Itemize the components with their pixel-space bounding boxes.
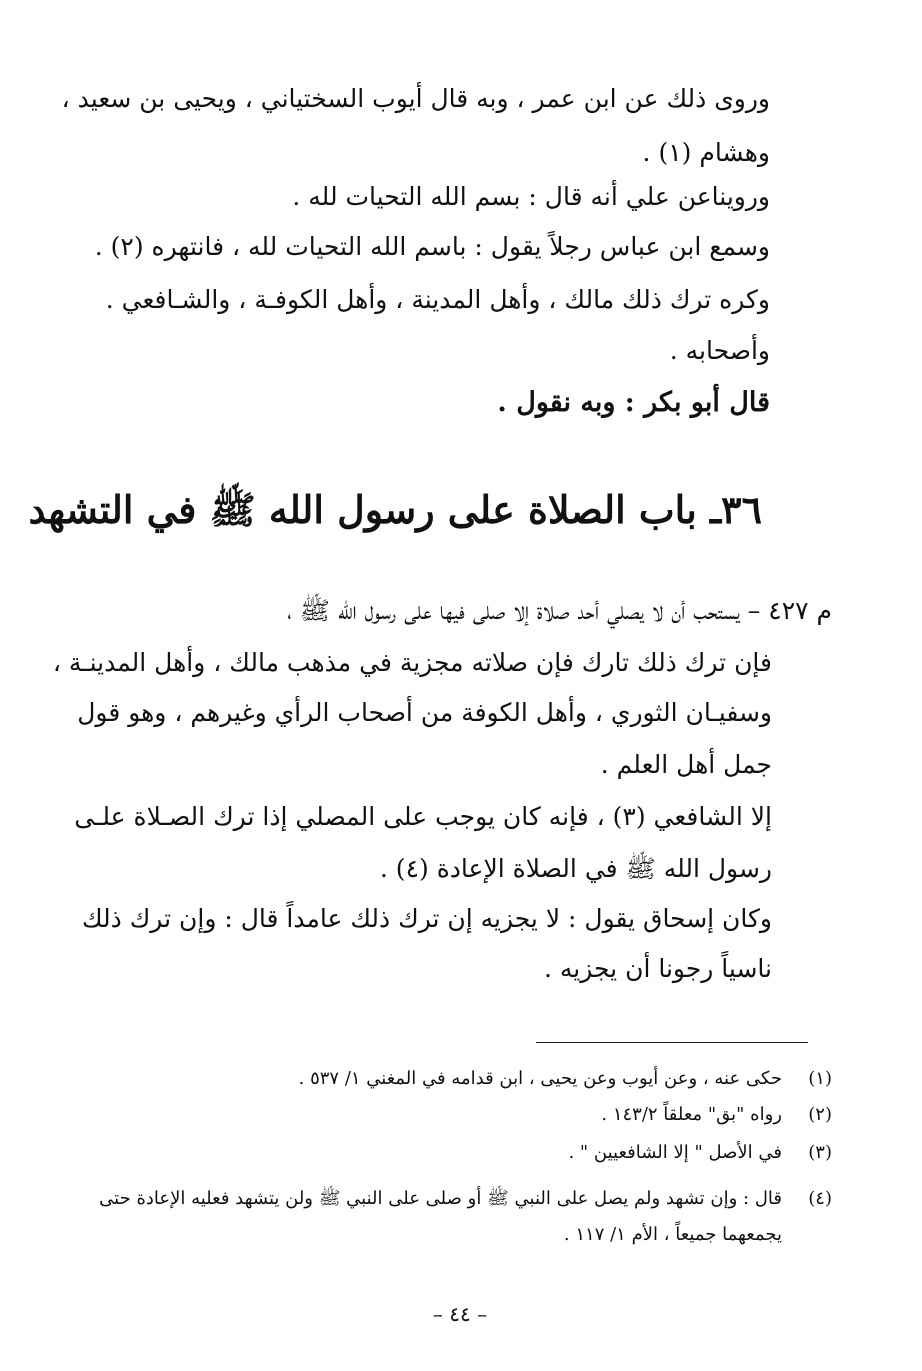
- section-line: رسول الله ﷺ في الصلاة الإعادة (٤) .: [379, 854, 772, 883]
- text-line-bold: قال أبو بكر : وبه نقول .: [497, 387, 770, 418]
- section-line: فإن ترك ذلك تارك فإن صلاته مجزية في مذهب مالك ، وأهل المدينـة ،: [52, 648, 772, 677]
- text-line: وأصحابه .: [669, 336, 770, 365]
- text-line: ورويناعن علي أنه قال : بسم الله التحيات لله .: [292, 182, 770, 211]
- footnote-text: في الأصل " إلا الشافعيين " .: [568, 1142, 782, 1163]
- chapter-heading: ٣٦ـ باب الصلاة على رسول الله ﷺ في التشهد: [28, 487, 762, 532]
- text-line: وهشام (١) .: [642, 138, 770, 167]
- section-line: إلا الشافعي (٣) ، فإنه كان يوجب على المصلي إذا ترك الصـلاة علـى: [74, 802, 772, 831]
- section-line: وكان إسحاق يقول : لا يجزيه إن ترك ذلك عامداً قال : وإن ترك ذلك: [81, 904, 772, 933]
- footnote-number: (٣): [808, 1142, 832, 1163]
- footnote-number: (١): [808, 1068, 832, 1089]
- text-line: وروى ذلك عن ابن عمر ، وبه قال أيوب السختياني ، ويحيى بن سعيد ،: [61, 84, 770, 113]
- footnote-number: (٤): [808, 1188, 832, 1209]
- text-line: وسمع ابن عباس رجلاً يقول : باسم الله التحيات لله ، فانتهره (٢) .: [94, 232, 770, 261]
- footnote-number: (٢): [808, 1104, 832, 1125]
- page-number: – ٤٤ –: [432, 1302, 488, 1326]
- section-line: م ٤٢٧ – يستحب أن لا يصلي أحد صلاة إلا صلى فيها على رسول الله ﷺ ،: [287, 596, 832, 625]
- footnote-text: حكى عنه ، وعن أيوب وعن يحيى ، ابن قدامه في المغني ١/ ٥٣٧ .: [298, 1068, 782, 1089]
- footnote-separator: [536, 1042, 808, 1043]
- text-line: وكره ترك ذلك مالك ، وأهل المدينة ، وأهل الكوفـة ، والشـافعي .: [105, 285, 770, 314]
- section-line: جمل أهل العلم .: [600, 750, 772, 779]
- footnote-text: يجمعهما جميعاً ، الأم ١/ ١١٧ .: [563, 1224, 782, 1245]
- section-line: وسفيـان الثوري ، وأهل الكوفة من أصحاب الرأي وغيرهم ، وهو قول: [77, 698, 772, 727]
- footnote-text: رواه "بق" معلقاً ١٤٣/٢ .: [601, 1104, 782, 1125]
- footnote-text: قال : وإن تشهد ولم يصل على النبي ﷺ أو صلى على النبي ﷺ ولن يتشهد فعليه الإعادة حتى: [99, 1188, 782, 1209]
- section-line: ناسياً رجونا أن يجزيه .: [544, 954, 772, 983]
